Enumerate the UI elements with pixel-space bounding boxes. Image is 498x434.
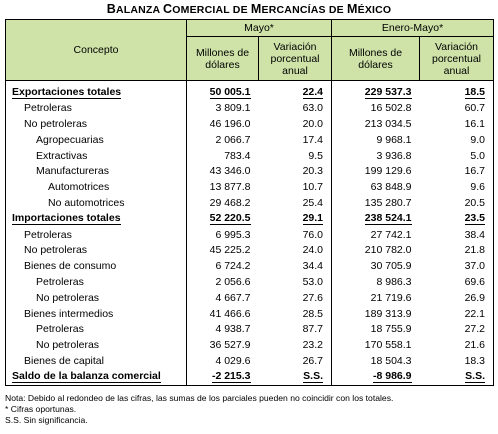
title-part: M	[346, 2, 358, 16]
row-enero-mayo-millones-text: 135 280.7	[364, 196, 412, 209]
row-enero-mayo-millones	[332, 195, 420, 211]
row-enero-mayo-variacion-text: 37.0	[464, 260, 486, 273]
row-concepto	[6, 337, 187, 353]
row-enero-mayo-variacion	[420, 353, 494, 369]
row-enero-mayo-millones	[332, 179, 420, 195]
row-enero-mayo-millones-text: 9 968.1	[376, 133, 412, 146]
row-enero-mayo-variacion	[420, 132, 494, 148]
row-mayo-millones-text: 43 346.0	[209, 165, 251, 178]
row-enero-mayo-millones	[332, 132, 420, 148]
table-row	[6, 163, 494, 179]
note-ss: S.S. Sin significancia.	[5, 414, 88, 425]
row-mayo-millones-text: -2 215.3	[211, 370, 251, 383]
row-mayo-millones-text: 41 466.6	[209, 307, 251, 320]
row-enero-mayo-millones	[332, 116, 420, 132]
row-mayo-millones	[187, 353, 259, 369]
row-enero-mayo-millones-text: 30 705.9	[370, 260, 412, 273]
table-notes	[5, 393, 393, 425]
row-mayo-variacion	[259, 274, 332, 290]
row-enero-mayo-millones-text: 229 537.3	[364, 85, 412, 98]
row-enero-mayo-millones	[332, 85, 420, 101]
row-mayo-millones	[187, 211, 259, 227]
row-mayo-millones-text: 13 877.8	[209, 181, 251, 194]
title-part: ERCANCÍAS DE	[261, 4, 347, 16]
row-concepto	[6, 353, 187, 369]
row-mayo-variacion	[259, 85, 332, 101]
row-mayo-variacion	[259, 163, 332, 179]
row-enero-mayo-millones-text: 213 034.5	[364, 117, 412, 130]
row-concepto-text: Petroleras	[24, 102, 72, 115]
row-mayo-variacion	[259, 227, 332, 243]
row-mayo-variacion-text: 28.5	[302, 307, 324, 320]
row-mayo-variacion	[259, 116, 332, 132]
row-mayo-millones	[187, 85, 259, 101]
row-enero-mayo-variacion-text: 18.5	[464, 85, 486, 98]
row-mayo-variacion	[259, 242, 332, 258]
row-mayo-millones	[187, 306, 259, 322]
row-enero-mayo-variacion-text: 22.1	[464, 307, 486, 320]
title-part: B	[106, 2, 116, 16]
row-enero-mayo-variacion	[420, 306, 494, 322]
row-enero-mayo-millones	[332, 321, 420, 337]
row-mayo-millones-text: 36 527.9	[209, 339, 251, 352]
row-mayo-variacion	[259, 179, 332, 195]
note-cifras: * Cifras oportunas.	[5, 403, 77, 414]
row-mayo-variacion-text: 22.4	[302, 85, 324, 98]
concepto-header: Concepto	[6, 20, 187, 81]
row-concepto	[6, 227, 187, 243]
row-mayo-variacion	[259, 132, 332, 148]
row-enero-mayo-millones-text: 238 524.1	[364, 212, 412, 225]
row-enero-mayo-millones	[332, 274, 420, 290]
row-mayo-variacion	[259, 321, 332, 337]
variacion-header-1: Variación porcentual anual	[259, 37, 332, 81]
row-enero-mayo-millones	[332, 369, 420, 385]
row-mayo-variacion-text: S.S.	[303, 370, 324, 383]
row-mayo-variacion	[259, 148, 332, 164]
row-enero-mayo-variacion	[420, 242, 494, 258]
row-mayo-variacion	[259, 258, 332, 274]
row-mayo-millones-text: 50 005.1	[209, 85, 251, 98]
table-row	[6, 132, 494, 148]
row-enero-mayo-variacion-text: 16.7	[464, 165, 486, 178]
table-row	[6, 274, 494, 290]
row-enero-mayo-variacion-text: 18.3	[464, 354, 486, 367]
period-enero-mayo-header: Enero-Mayo*	[332, 20, 494, 37]
row-enero-mayo-variacion-text: S.S.	[465, 370, 486, 383]
row-enero-mayo-millones-text: 189 313.9	[364, 307, 412, 320]
title-part: OMERCIAL DE	[172, 4, 251, 16]
row-enero-mayo-millones-text: 18 504.3	[370, 354, 412, 367]
row-enero-mayo-millones	[332, 258, 420, 274]
table-header	[6, 20, 494, 85]
row-mayo-millones	[187, 179, 259, 195]
row-mayo-millones	[187, 100, 259, 116]
row-mayo-millones-text: 3 809.1	[215, 102, 251, 115]
row-concepto	[6, 242, 187, 258]
row-enero-mayo-variacion	[420, 179, 494, 195]
row-concepto-text: Petroleras	[24, 228, 72, 241]
row-mayo-millones-text: 4 029.6	[215, 354, 251, 367]
row-mayo-variacion-text: 26.7	[302, 354, 324, 367]
row-mayo-millones	[187, 195, 259, 211]
row-enero-mayo-variacion	[420, 148, 494, 164]
row-mayo-variacion	[259, 290, 332, 306]
row-enero-mayo-variacion	[420, 163, 494, 179]
row-mayo-millones-text: 52 220.5	[209, 212, 251, 225]
row-concepto	[6, 258, 187, 274]
row-mayo-millones	[187, 274, 259, 290]
row-mayo-variacion	[259, 195, 332, 211]
table-row	[6, 116, 494, 132]
row-enero-mayo-variacion	[420, 195, 494, 211]
row-mayo-millones	[187, 290, 259, 306]
row-enero-mayo-variacion	[420, 290, 494, 306]
row-concepto-text: Petroleras	[36, 275, 84, 288]
row-enero-mayo-variacion-text: 21.8	[464, 244, 486, 257]
row-concepto	[6, 163, 187, 179]
table-row	[6, 195, 494, 211]
row-enero-mayo-variacion-text: 60.7	[464, 102, 486, 115]
row-enero-mayo-variacion-text: 26.9	[464, 291, 486, 304]
row-enero-mayo-millones-text: 8 986.3	[376, 275, 412, 288]
row-concepto	[6, 211, 187, 227]
row-mayo-variacion-text: 27.6	[302, 291, 324, 304]
row-concepto-text: Importaciones totales	[12, 212, 121, 225]
row-mayo-variacion-text: 20.3	[302, 165, 324, 178]
row-enero-mayo-variacion	[420, 116, 494, 132]
table-row	[6, 369, 494, 385]
row-enero-mayo-millones-text: 63 848.9	[370, 181, 412, 194]
row-concepto	[6, 306, 187, 322]
row-concepto-text: No petroleras	[24, 244, 88, 257]
table-row	[6, 337, 494, 353]
row-mayo-millones	[187, 337, 259, 353]
trade-balance-table	[5, 19, 494, 386]
row-enero-mayo-millones	[332, 242, 420, 258]
row-enero-mayo-millones	[332, 163, 420, 179]
row-enero-mayo-variacion	[420, 258, 494, 274]
row-enero-mayo-millones-text: 199 129.6	[364, 165, 412, 178]
row-mayo-variacion-text: 17.4	[302, 133, 324, 146]
row-concepto	[6, 179, 187, 195]
row-enero-mayo-millones	[332, 148, 420, 164]
row-enero-mayo-variacion-text: 27.2	[464, 323, 486, 336]
row-concepto	[6, 148, 187, 164]
row-enero-mayo-variacion-text: 38.4	[464, 228, 486, 241]
row-mayo-variacion-text: 20.0	[302, 117, 324, 130]
row-concepto-text: Bienes intermedios	[24, 307, 114, 320]
table-row	[6, 100, 494, 116]
row-mayo-variacion-text: 23.2	[302, 339, 324, 352]
row-mayo-millones-text: 6 724.2	[215, 260, 251, 273]
row-enero-mayo-millones-text: 18 755.9	[370, 323, 412, 336]
row-concepto	[6, 85, 187, 101]
row-mayo-variacion-text: 63.0	[302, 102, 324, 115]
row-mayo-variacion-text: 76.0	[302, 228, 324, 241]
row-enero-mayo-variacion-text: 16.1	[464, 117, 486, 130]
row-enero-mayo-variacion	[420, 337, 494, 353]
row-concepto	[6, 369, 187, 385]
row-concepto-text: Saldo de la balanza comercial	[12, 370, 161, 383]
row-mayo-variacion-text: 53.0	[302, 275, 324, 288]
variacion-header-2: Variación porcentual anual	[420, 37, 494, 81]
table-row	[6, 242, 494, 258]
table-row	[6, 227, 494, 243]
row-enero-mayo-millones-text: 16 502.8	[370, 102, 412, 115]
row-mayo-variacion	[259, 353, 332, 369]
row-concepto-text: Agropecuarias	[36, 133, 104, 146]
table-row	[6, 258, 494, 274]
row-mayo-millones	[187, 163, 259, 179]
row-concepto-text: Bienes de capital	[24, 354, 104, 367]
row-concepto-text: No petroleras	[36, 291, 100, 304]
row-enero-mayo-variacion-text: 21.6	[464, 339, 486, 352]
row-enero-mayo-variacion-text: 9.6	[470, 181, 486, 194]
row-enero-mayo-millones-text: 210 782.0	[364, 244, 412, 257]
row-concepto-text: No petroleras	[36, 339, 100, 352]
row-enero-mayo-millones-text: 21 719.6	[370, 291, 412, 304]
row-enero-mayo-millones-text: 170 558.1	[364, 339, 412, 352]
row-concepto	[6, 116, 187, 132]
table-title	[0, 2, 498, 16]
row-concepto	[6, 290, 187, 306]
row-concepto	[6, 321, 187, 337]
row-mayo-millones-text: 29 468.2	[209, 196, 251, 209]
row-mayo-variacion-text: 10.7	[302, 181, 324, 194]
row-enero-mayo-millones	[332, 211, 420, 227]
row-enero-mayo-millones	[332, 100, 420, 116]
row-mayo-millones-text: 4 667.7	[215, 291, 251, 304]
row-mayo-variacion	[259, 337, 332, 353]
row-mayo-millones-text: 46 196.0	[209, 117, 251, 130]
row-concepto	[6, 274, 187, 290]
row-concepto-text: No petroleras	[24, 117, 88, 130]
row-enero-mayo-variacion	[420, 211, 494, 227]
row-mayo-millones	[187, 369, 259, 385]
row-mayo-millones	[187, 227, 259, 243]
row-mayo-millones	[187, 258, 259, 274]
row-mayo-millones	[187, 132, 259, 148]
table-row	[6, 306, 494, 322]
title-part: M	[250, 2, 262, 16]
row-concepto	[6, 132, 187, 148]
row-concepto-text: Petroleras	[36, 323, 84, 336]
row-concepto-text: No automotrices	[48, 196, 125, 209]
row-concepto	[6, 100, 187, 116]
row-mayo-variacion-text: 87.7	[302, 323, 324, 336]
table-row	[6, 148, 494, 164]
row-mayo-variacion	[259, 306, 332, 322]
table-body	[6, 85, 494, 386]
row-mayo-millones-text: 45 225.2	[209, 244, 251, 257]
row-mayo-variacion-text: 29.1	[302, 212, 324, 225]
note-rounding: Nota: Debido al redondeo de las cifras, las sumas de los parciales pueden no coincidir con los totales.	[5, 393, 394, 403]
table-row	[6, 353, 494, 369]
row-enero-mayo-millones	[332, 227, 420, 243]
row-enero-mayo-variacion-text: 9.0	[470, 133, 486, 146]
row-enero-mayo-variacion-text: 23.5	[464, 212, 486, 225]
row-mayo-millones-text: 6 995.3	[215, 228, 251, 241]
row-enero-mayo-variacion	[420, 274, 494, 290]
row-concepto-text: Manufactureras	[36, 165, 109, 178]
row-enero-mayo-variacion-text: 5.0	[470, 149, 486, 162]
row-enero-mayo-variacion	[420, 321, 494, 337]
table-row	[6, 85, 494, 101]
row-mayo-variacion-text: 34.4	[302, 260, 324, 273]
row-enero-mayo-variacion	[420, 100, 494, 116]
row-mayo-millones	[187, 116, 259, 132]
millones-header-1: Millones de dólares	[187, 37, 259, 81]
row-concepto	[6, 195, 187, 211]
title-part: C	[163, 2, 173, 16]
title-part: ALANZA	[115, 4, 164, 16]
row-mayo-millones	[187, 242, 259, 258]
row-mayo-variacion-text: 24.0	[302, 244, 324, 257]
row-mayo-variacion	[259, 369, 332, 385]
row-mayo-variacion	[259, 100, 332, 116]
row-mayo-millones-text: 783.4	[224, 149, 251, 162]
row-enero-mayo-millones-text: -8 986.9	[372, 370, 412, 383]
row-mayo-millones-text: 4 938.7	[215, 323, 251, 336]
row-mayo-millones-text: 2 056.6	[215, 275, 251, 288]
table-row	[6, 211, 494, 227]
row-enero-mayo-variacion	[420, 85, 494, 101]
row-concepto-text: Automotrices	[48, 181, 110, 194]
row-enero-mayo-millones-text: 27 742.1	[370, 228, 412, 241]
row-enero-mayo-variacion	[420, 369, 494, 385]
row-enero-mayo-variacion-text: 20.5	[464, 196, 486, 209]
row-concepto-text: Bienes de consumo	[24, 260, 117, 273]
row-enero-mayo-millones	[332, 306, 420, 322]
row-enero-mayo-variacion	[420, 227, 494, 243]
row-concepto-text: Extractivas	[36, 149, 88, 162]
title-part: ÉXICO	[357, 4, 392, 16]
row-enero-mayo-millones	[332, 353, 420, 369]
row-enero-mayo-millones	[332, 290, 420, 306]
table-row	[6, 321, 494, 337]
row-enero-mayo-variacion-text: 69.6	[464, 275, 486, 288]
millones-header-2: Millones de dólares	[332, 37, 420, 81]
row-mayo-millones	[187, 148, 259, 164]
row-mayo-variacion	[259, 211, 332, 227]
row-mayo-millones-text: 2 066.7	[215, 133, 251, 146]
period-mayo-header: Mayo*	[187, 20, 332, 37]
row-enero-mayo-millones	[332, 337, 420, 353]
table-row	[6, 290, 494, 306]
row-mayo-variacion-text: 25.4	[302, 196, 324, 209]
row-enero-mayo-millones-text: 3 936.8	[376, 149, 412, 162]
row-mayo-variacion-text: 9.5	[308, 149, 324, 162]
table-row	[6, 179, 494, 195]
row-concepto-text: Exportaciones totales	[12, 85, 122, 98]
row-mayo-millones	[187, 321, 259, 337]
